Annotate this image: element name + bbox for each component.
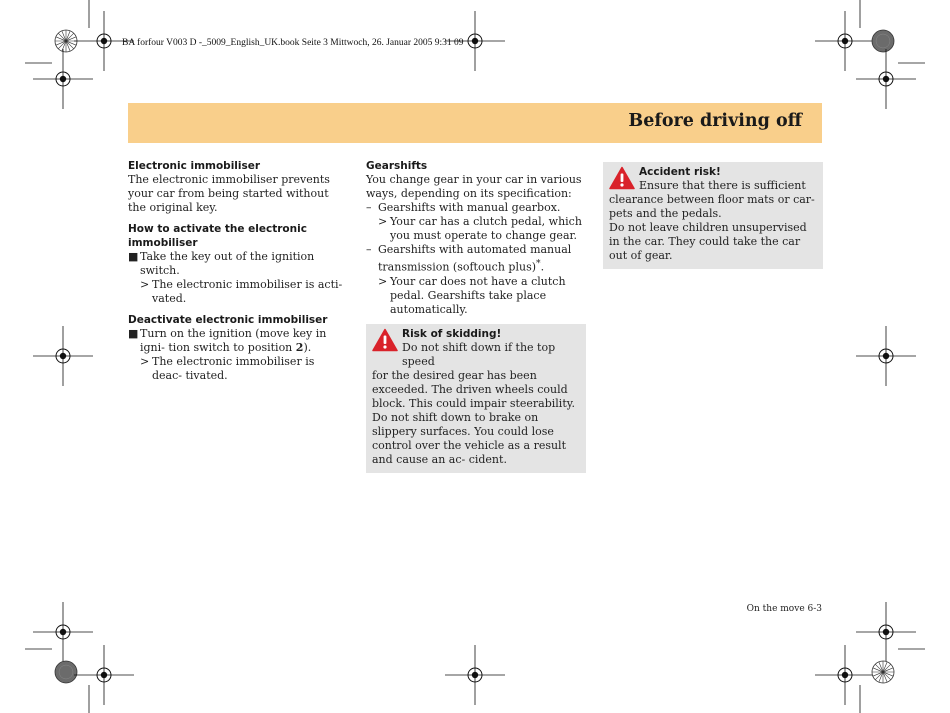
skidding-warning-text-2: Do not shift down to brake on slippery surfaces. You could lose control over the vehicle as a result and cause an ac- cident.	[372, 410, 566, 466]
rosette-mark	[872, 661, 894, 683]
skidding-warning-lead: Do not shift down if the top speed	[402, 340, 556, 368]
gearshifts-intro: You change gear in your car in various ways, depending on its specification:	[366, 173, 582, 200]
immobiliser-heading: Electronic immobiliser	[128, 160, 261, 172]
manual-gearbox-result-text: Your car has a clutch pedal, which you must operate to change gear.	[390, 215, 582, 242]
result-arrow: >	[378, 274, 388, 288]
optional-equipment-star: *	[536, 258, 541, 269]
deactivate-step-end: ).	[303, 341, 312, 354]
rosette-mark	[55, 30, 77, 52]
accident-warning-text: clearance between floor mats or car- pets and the pedals.	[609, 193, 815, 220]
deactivate-result-text: The electronic immobiliser is deac- tivated.	[152, 355, 315, 382]
crosshair-mark	[74, 11, 134, 71]
crosshair-mark	[33, 326, 93, 386]
dash-bullet: –	[366, 243, 372, 256]
square-bullet: ■	[128, 250, 139, 263]
accident-warning-heading: Accident risk!	[639, 166, 721, 178]
accident-warning-text-2: Do not leave children unsupervised in the car. They could take the car out of gear.	[609, 221, 807, 262]
crosshair-mark	[815, 11, 875, 71]
crosshair-mark	[856, 49, 916, 109]
crosshair-mark	[74, 645, 134, 705]
gearshifts-heading: Gearshifts	[366, 160, 428, 172]
crosshair-mark	[815, 645, 875, 705]
dash-bullet: –	[366, 201, 372, 214]
immobiliser-text: The electronic immobiliser prevents your car from being started without the original key.	[128, 173, 330, 214]
square-bullet: ■	[128, 327, 139, 340]
solid-mark	[872, 30, 894, 52]
manual-gearbox-text: Gearshifts with manual gearbox.	[378, 201, 561, 214]
activate-result-text: The electronic immobiliser is acti- vated.	[152, 278, 343, 305]
accident-warning-lead: Ensure that there is sufficient	[639, 179, 806, 192]
result-arrow: >	[378, 215, 388, 228]
activate-heading: How to activate the electronic immobiliser	[128, 223, 307, 249]
deactivate-heading: Deactivate electronic immobiliser	[128, 314, 328, 326]
page-footer: On the move 6-3	[746, 604, 822, 614]
crosshair-mark	[445, 11, 505, 71]
crop-lines	[25, 0, 925, 713]
print-slug: BA forfour V003 D -_5009_English_UK.book Seite 3 Mittwoch, 26. Januar 2005 9:31 09	[122, 38, 464, 48]
activate-step-text: Take the key out of the ignition switch.	[140, 250, 315, 277]
skidding-warning-text: for the desired gear has been exceeded. The driven wheels could block. This could impair steerability.	[372, 368, 575, 410]
result-arrow: >	[140, 355, 150, 368]
crosshair-mark	[33, 49, 93, 109]
deactivate-step-text: Turn on the ignition (move key in igni- tion switch to position	[140, 327, 327, 354]
crosshair-mark	[856, 602, 916, 662]
page-title: Before driving off	[628, 111, 802, 131]
crosshair-mark	[33, 602, 93, 662]
ignition-position: 2	[295, 341, 304, 354]
automated-transmission-result-text: Your car does not have a clutch pedal. Gearshifts take place automatically.	[390, 274, 566, 316]
crosshair-mark	[856, 326, 916, 386]
automated-transmission-text: Gearshifts with automated manual transmission (softouch plus)	[378, 243, 572, 274]
result-arrow: >	[140, 278, 150, 291]
crosshair-mark	[445, 645, 505, 705]
solid-mark	[55, 661, 77, 683]
skidding-warning-heading: Risk of skidding!	[402, 327, 502, 340]
automated-transmission-end: .	[540, 260, 545, 274]
